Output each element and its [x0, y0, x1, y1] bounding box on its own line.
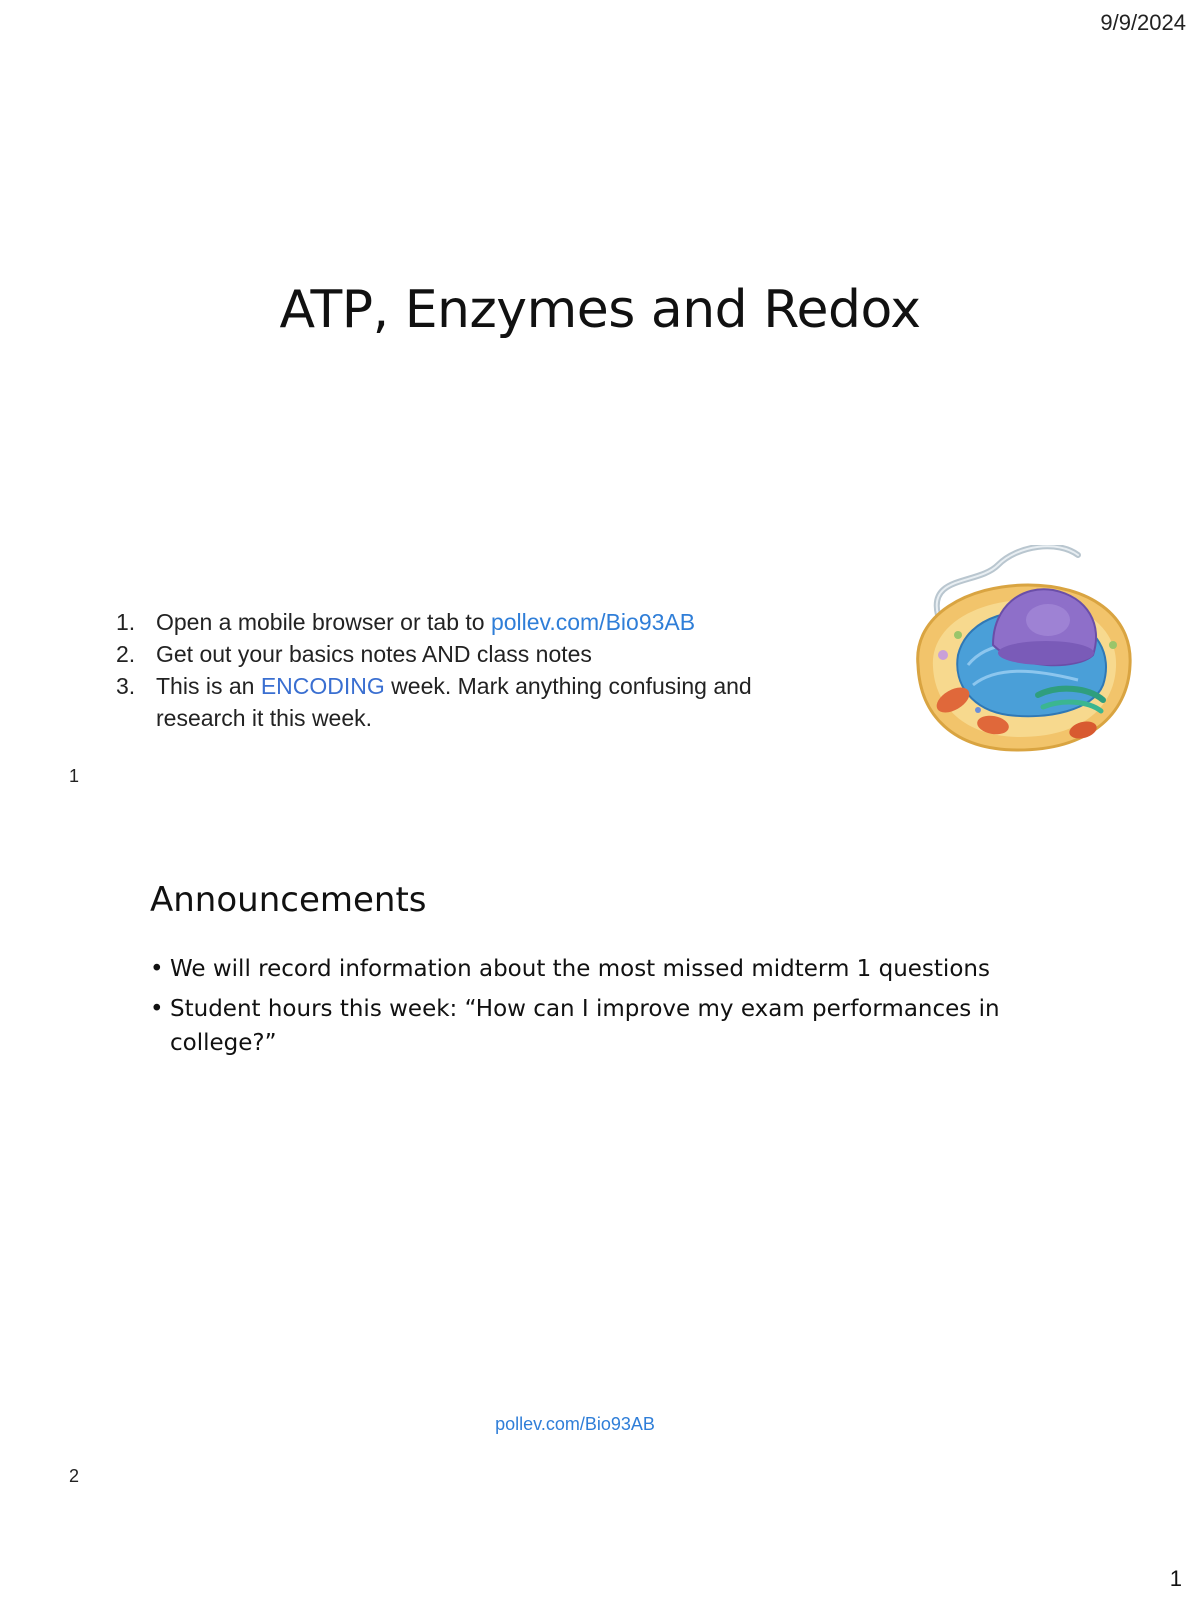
- list-item: [110, 606, 830, 638]
- announcement-item: • Student hours this week: “How can I improve my exam performances in college?”: [150, 992, 1070, 1060]
- list-number: 3.: [116, 673, 136, 699]
- announcement-item: • We will record information about the most missed midterm 1 questions: [150, 952, 1070, 986]
- slide-index: 2: [69, 1466, 80, 1486]
- list-text: Get out your basics notes AND class notes: [156, 641, 592, 667]
- list-item: [110, 638, 830, 670]
- slide-title: ATP, Enzymes and Redox: [279, 280, 921, 340]
- page-number: 1: [1169, 1566, 1182, 1591]
- announcement-list: [150, 952, 1070, 1066]
- page-date: 9/9/2024: [1100, 10, 1186, 35]
- pollev-link[interactable]: pollev.com/Bio93AB: [490, 609, 696, 635]
- list-number: 1.: [116, 609, 136, 635]
- announcements-heading: Announcements: [150, 880, 427, 920]
- list-text: week. Mark anything confusing and research it this week.: [156, 673, 752, 731]
- instruction-list: [110, 606, 830, 734]
- slide-index: 1: [69, 766, 80, 786]
- list-number: 2.: [116, 641, 136, 667]
- footer-link[interactable]: pollev.com/Bio93AB: [495, 1414, 655, 1434]
- list-item: [110, 670, 830, 734]
- encoding-highlight: ENCODING: [260, 673, 385, 699]
- list-text: This is an: [156, 673, 261, 699]
- list-text: Open a mobile browser or tab to: [156, 609, 491, 635]
- animal-cell-image: [898, 545, 1138, 755]
